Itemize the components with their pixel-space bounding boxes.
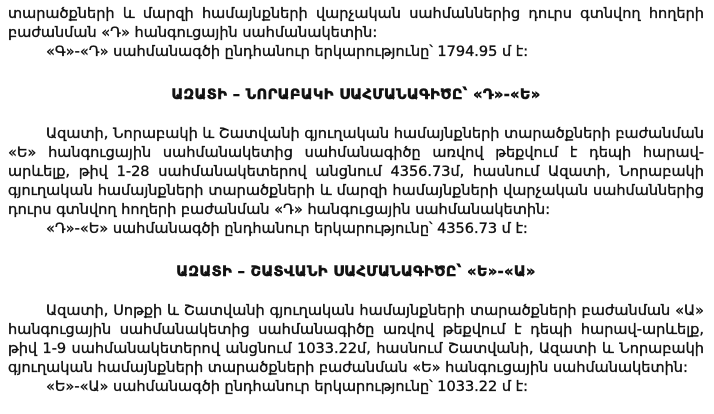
section-body-azat-norabak: Ազատի, Նորաբակի և Շատվանի գյուղական համայնքների տարածքների բաժանման «Ե» հանգուցային սահմանակետից սահմանագիծը առվով թեքվում է դեպի հարավ-արևելք, թիվ 1-28 սահմանակետերով անցնում 4356.73մ, հասնում Ազատի, Նորաբակի գյուղական համայնքների տարածքների և մարզի համայնքների վարչական սահմաններից դուրս գտնվող հողերի բաժանման «Դ» հանգուցային սահմանակետին: [8, 126, 704, 218]
intro-continuation-paragraph: տարածքների և մարզի համայնքների վարչական սահմաններից դուրս գտնվող հողերի բաժանման «Դ» հանգուցային սահմանակետին: [8, 6, 704, 41]
intro-total-length-line: «Գ»-«Դ» սահմանագծի ընդհանուր երկարությունը՝ 1794.95 մ է: [46, 44, 529, 60]
section-heading-azat-norabak: ԱԶԱՏԻ – ՆՈՐԱԲԱԿԻ ՍԱՀՄԱՆԱԳԻԾԸ՝ «Դ»-«Ե» [171, 87, 541, 103]
section-heading-azat-shatvan: ԱԶԱՏԻ – ՇԱՏՎԱՆԻ ՍԱՀՄԱՆԱԳԻԾԸ՝ «Ե»-«Ա» [176, 264, 536, 280]
section-body-azat-shatvan: Ազատի, Սոթքի և Շատվանի գյուղական համայնքների տարածքների բաժանման «Ա» հանգուցային սահմանակետից սահմանագիծը առվով թեքվում է դեպի հարավ-արևելք, թիվ 1-9 սահմանակետերով անցնում 1033.22մ, հասնում Շատվանի, Ազատի և Նորաբակի գյուղական համայնքների տարածքների բաժանման «Ե» հանգուցային սահմանակետին: [8, 303, 704, 376]
section-total-length-azat-norabak: «Դ»-«Ե» սահմանագծի ընդհանուր երկարությունը՝ 4356.73 մ է: [46, 221, 528, 237]
section-total-length-azat-shatvan: «Ե»-«Ա» սահմանագծի ընդհանուր երկարությունը՝ 1033.22 մ է: [46, 379, 528, 395]
